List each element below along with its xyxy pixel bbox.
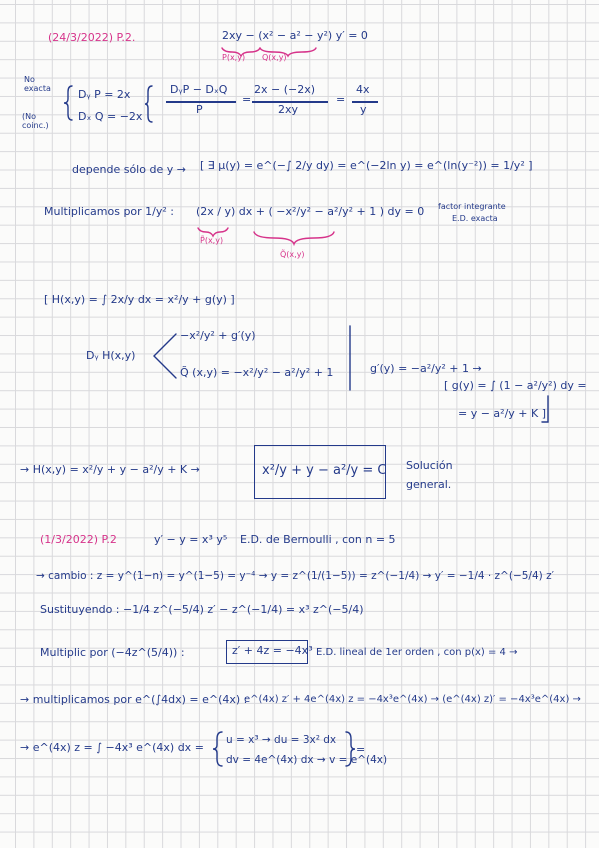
no-exact-note: No exacta xyxy=(24,75,51,94)
multiply-line: Multiplic por (−4z^(5/4)) : xyxy=(40,646,185,659)
equals-sign: = xyxy=(242,93,252,106)
equals-end: = xyxy=(356,743,366,756)
dx-q: Dₓ Q = −2x xyxy=(78,110,143,123)
left-brace xyxy=(64,86,72,120)
branch-top: −x²/y² + g′(y) xyxy=(180,329,256,342)
g-prime: g′(y) = −a²/y² + 1 → xyxy=(370,362,482,375)
ratio-right-num: 4x xyxy=(356,83,370,96)
solution-equation: x²/y + y − a²/y = C xyxy=(262,463,387,478)
ratio-right-den: y xyxy=(360,103,367,116)
depends-text: depende sólo de y → xyxy=(72,163,186,176)
multiplied-equation: (2x / y) dx + ( −x²/y² − a²/y² + 1 ) dy = 0 xyxy=(196,205,425,218)
ratio-mid-den: 2xy xyxy=(278,103,299,116)
equals-sign: = xyxy=(336,93,346,106)
ratio-mid-num: 2x − (−2x) xyxy=(254,83,316,96)
boxed-linear: z′ + 4z = −4x³ xyxy=(232,644,313,657)
g-integral: [ g(y) = ∫ (1 − a²/y²) dy = xyxy=(444,379,587,392)
problem1-header: (24/3/2022) P.2. xyxy=(48,31,136,44)
solution-label-1: Solución xyxy=(406,459,453,472)
factor-note: factor integrante xyxy=(438,202,506,211)
p-label: P(x,y) xyxy=(222,53,246,62)
h-integral: [ H(x,y) = ∫ 2x/y dx = x²/y + g(y) ] xyxy=(44,293,235,306)
integral-line: → e^(4x) z = ∫ −4x³ e^(4x) dx = xyxy=(20,741,204,754)
multiply-factor: → multiplicamos por e^(∫4dx) = e^(4x) : xyxy=(20,693,248,706)
change-line: → cambio : z = y^(1−n) = y^(1−5) = y⁻⁴ → y = z^(1/(1−5)) = z^(−1/4) → y′ = −1/4 · z^(−5/4) z′ xyxy=(36,570,554,582)
g-result: = y − a²/y + K ] xyxy=(458,407,547,420)
multiply-label: Multiplicamos por 1/y² : xyxy=(44,205,175,218)
right-brace xyxy=(145,86,152,122)
dy-p: Dᵧ P = 2x xyxy=(78,88,131,101)
g-close-bracket xyxy=(542,396,548,422)
parts-u: u = x³ → du = 3x² dx xyxy=(226,734,337,746)
p-tilde-underbrace xyxy=(198,228,228,236)
p-tilde-label: P̃(x,y) xyxy=(200,236,224,245)
no-coinc-note: (No coinc.) xyxy=(22,112,49,131)
q-tilde-label: Q̃(x,y) xyxy=(280,250,305,259)
ed-exacta-note: E.D. exacta xyxy=(452,214,498,223)
ed-type: E.D. de Bernoulli , con n = 5 xyxy=(240,533,396,546)
mu-expression: [ ∃ μ(y) = e^(−∫ 2/y dy) = e^(−2ln y) = e^(ln(y⁻²)) = 1/y² ] xyxy=(200,159,533,172)
solution-label-2: general. xyxy=(406,478,452,491)
ratio-left-den: P xyxy=(196,103,203,116)
problem1-equation: 2xy − (x² − a² − y²) y′ = 0 xyxy=(222,29,368,42)
q-underbrace xyxy=(260,48,316,56)
h-final: → H(x,y) = x²/y + y − a²/y + K → xyxy=(20,463,200,476)
product-line: e^(4x) z′ + 4e^(4x) z = −4x³e^(4x) → (e^(4x) z)′ = −4x³e^(4x) → xyxy=(244,694,581,705)
p-underbrace xyxy=(222,48,260,56)
parts-brace xyxy=(213,732,222,766)
branch-angle xyxy=(154,334,176,378)
substitute-line: Sustituyendo : −1/4 z^(−5/4) z′ − z^(−1/4) = x³ z^(−5/4) xyxy=(40,603,364,616)
q-label: Q(x,y) xyxy=(262,53,287,62)
linear-note: E.D. lineal de 1er orden , con p(x) = 4 → xyxy=(316,647,518,658)
parts-brace-right xyxy=(346,732,355,766)
parts-dv: dv = 4e^(4x) dx → v = e^(4x) xyxy=(226,754,388,766)
dy-h: Dᵧ H(x,y) xyxy=(86,349,136,362)
ratio-left-num: DᵧP − DₓQ xyxy=(170,83,228,96)
problem2-header: (1/3/2022) P.2 xyxy=(40,533,117,546)
problem2-equation: y′ − y = x³ y⁵ xyxy=(154,533,228,546)
branch-bottom: Q̃ (x,y) = −x²/y² − a²/y² + 1 xyxy=(180,366,334,379)
q-tilde-underbrace xyxy=(254,232,334,244)
